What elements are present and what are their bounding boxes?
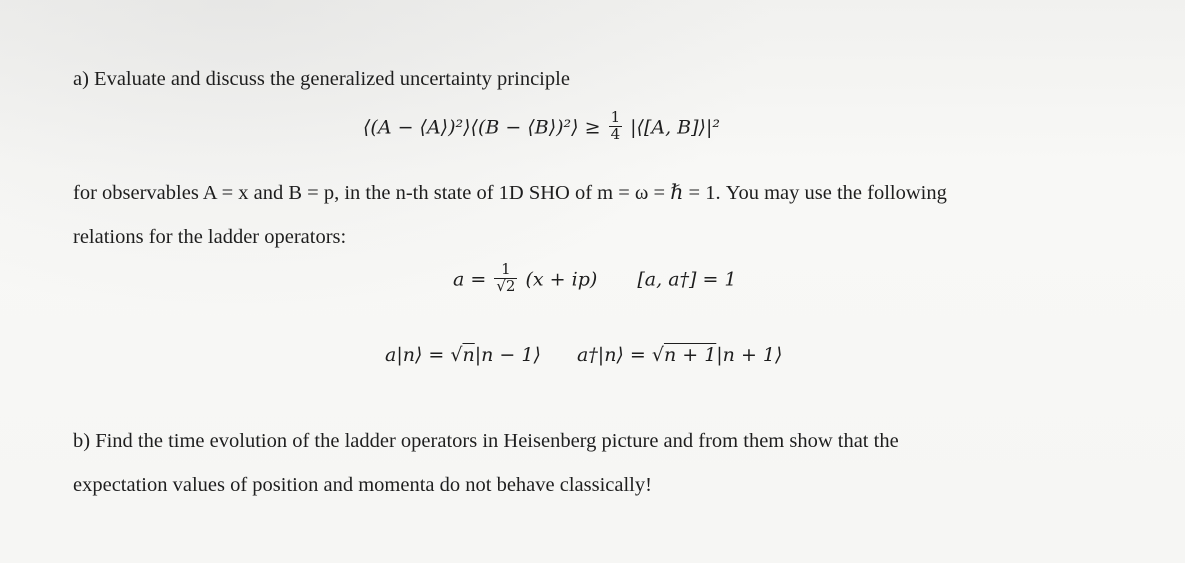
part-b-line2: expectation values of position and momenta do not behave classically! — [73, 474, 652, 496]
equation-lhs: ⟨(A − ⟨A⟩)²⟩⟨(B − ⟨B⟩)²⟩ ≥ — [363, 116, 601, 139]
equation-rhs: |⟨[A, B]⟩|² — [630, 116, 720, 139]
ladder-def-rhs: (x + ip) — [525, 268, 598, 291]
uncertainty-equation — [363, 108, 720, 145]
fraction-denominator: 4 — [610, 124, 621, 143]
raising-suffix: |n + 1⟩ — [716, 344, 783, 366]
part-a-line2: for observables A = x and B = p, in the n-th state of 1D SHO of m = ω = ℏ = 1. You may use the following — [73, 182, 947, 204]
commutator-equation: [a, a†] = 1 — [637, 268, 737, 291]
part-a-intro: a) Evaluate and discuss the generalized uncertainty principle — [73, 68, 570, 90]
ladder-def-fraction — [494, 262, 517, 295]
part-a-line3: relations for the ladder operators: — [73, 226, 347, 248]
ladder-fraction-numerator: 1 — [501, 260, 511, 278]
lowering-suffix: |n − 1⟩ — [474, 344, 541, 366]
raising-sqrt-arg: n + 1 — [663, 344, 717, 366]
ladder-definition-equation — [453, 260, 737, 297]
ladder-action-equation — [385, 344, 782, 366]
raising-prefix: a†|n⟩ = √ — [576, 344, 664, 366]
equation-fraction — [609, 110, 623, 143]
ladder-def-lhs: a = — [453, 268, 487, 291]
fraction-numerator: 1 — [610, 108, 621, 126]
lowering-sqrt-arg: n — [462, 344, 475, 366]
part-b-line1: b) Find the time evolution of the ladder operators in Heisenberg picture and from them show that the — [73, 430, 899, 452]
lowering-prefix: a|n⟩ = √ — [385, 344, 463, 366]
ladder-fraction-denominator: √2 — [496, 276, 516, 295]
